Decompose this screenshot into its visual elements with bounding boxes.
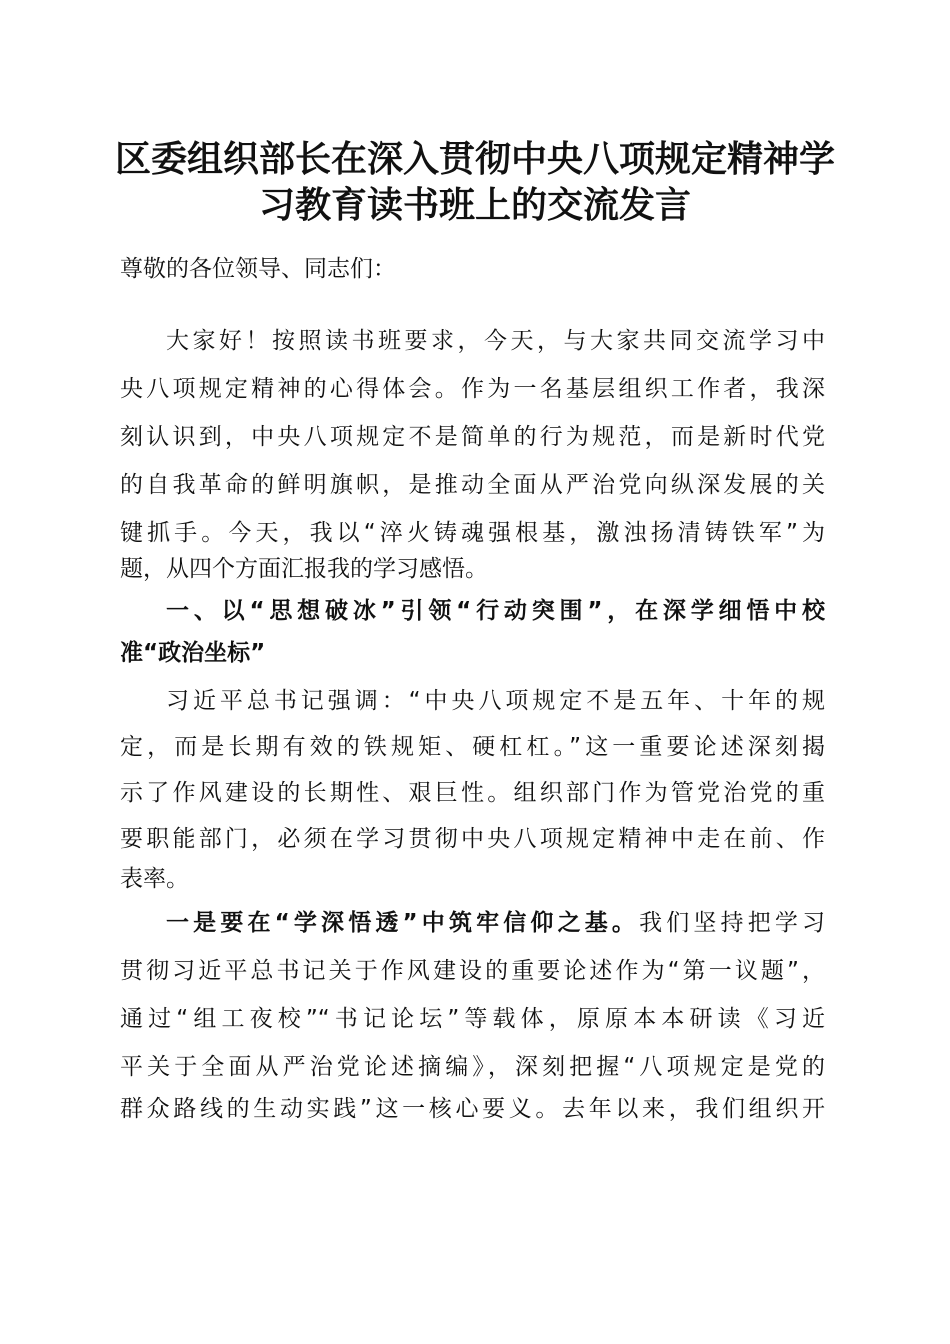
paragraph-2-line: 习近平总书记强调：“中央八项规定不是五年、十年的规 — [166, 688, 825, 714]
paragraph-3-line: 贯彻习近平总书记关于作风建设的重要论述作为“第一议题”， — [120, 958, 825, 984]
paragraph-1-line: 键抓手。今天，我以“淬火铸魂强根基，激浊扬清铸铁军”为 — [120, 520, 825, 546]
paragraph-3-first-rest: 我们坚持把学习 — [639, 910, 826, 936]
paragraph-3-first-line — [166, 906, 825, 940]
paragraph-1-line: 题，从四个方面汇报我的学习感悟。 — [120, 556, 488, 582]
paragraph-1-line: 刻认识到，中央八项规定不是简单的行为规范，而是新时代党 — [120, 424, 825, 450]
paragraph-3-line: 平关于全面从严治党论述摘编》，深刻把握“八项规定是党的 — [120, 1054, 825, 1080]
paragraph-1-line: 央八项规定精神的心得体会。作为一名基层组织工作者，我深 — [120, 376, 825, 402]
paragraph-2-line: 定，而是长期有效的铁规矩、硬杠杠。”这一重要论述深刻揭 — [120, 734, 825, 760]
paragraph-3-lead: 一是要在“学深悟透”中筑牢信仰之基。 — [166, 910, 640, 936]
paragraph-2-line: 表率。 — [120, 866, 189, 892]
document-title-line-1: 区委组织部长在深入贯彻中央八项规定精神学 — [114, 138, 835, 180]
salutation: 尊敬的各位领导、同志们： — [120, 256, 396, 282]
section-heading-1-line: 一、以“思想破冰”引领“行动突围”，在深学细悟中校 — [166, 598, 825, 624]
paragraph-2-line: 要职能部门，必须在学习贯彻中央八项规定精神中走在前、作 — [120, 826, 825, 852]
paragraph-3-line: 通过“组工夜校”“书记论坛”等载体，原原本本研读《习近 — [120, 1006, 825, 1032]
paragraph-1-line: 大家好！按照读书班要求，今天，与大家共同交流学习中 — [166, 328, 825, 354]
paragraph-1-line: 的自我革命的鲜明旗帜，是推动全面从严治党向纵深发展的关 — [120, 472, 825, 498]
document-title-line-2: 习教育读书班上的交流发言 — [258, 184, 691, 226]
paragraph-2-line: 示了作风建设的长期性、艰巨性。组织部门作为管党治党的重 — [120, 780, 825, 806]
section-heading-1-line: 准“政治坐标” — [120, 640, 266, 666]
paragraph-3-line: 群众路线的生动实践”这一核心要义。去年以来，我们组织开 — [120, 1096, 825, 1122]
